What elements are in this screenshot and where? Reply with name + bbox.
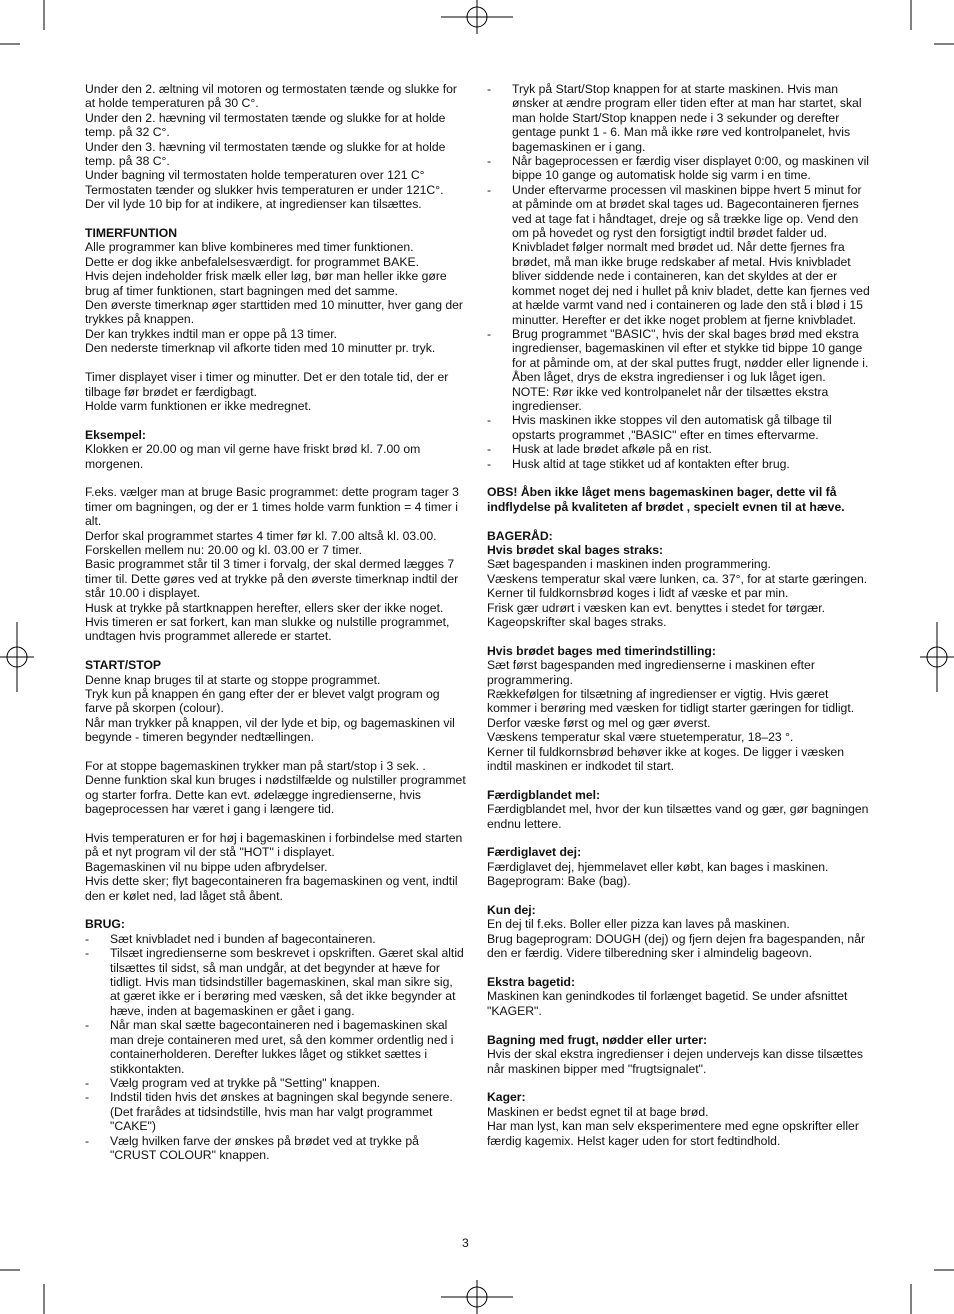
list-item: - Indstil tiden hvis det ønskes at bagningen skal begynde senere. (Det frarådes at tidsindstille, hvis man har valgt programmet "CAKE") <box>85 1090 466 1133</box>
section-heading-frugt: Bagning med frugt, nødder eller urter: <box>487 1032 708 1047</box>
start-stop-paragraph-3: Hvis temperaturen er for høj i bagemaskinen i forbindelse med starten på et nyt program vil der stå "HOT" i displayet. Bagemaskinen vil nu bippe uden afbrydelser. Hvis dette sker; flyt bagecontaineren fra bagemaskinen og vent, indtil den er kølet ned, lad låget stå åbent. <box>85 831 463 903</box>
section-heading-timer: Hvis brødet bages med timerindstilling: <box>487 643 716 658</box>
usage-list-continued <box>487 82 872 471</box>
list-item: - Vælg program ved at trykke på "Setting" knappen. <box>85 1076 466 1090</box>
note-text: NOTE: Rør ikke ved kontrolpanelet når der tilsættes ekstra ingredienser. <box>512 384 829 413</box>
section-paragraph-frugt: Hvis der skal ekstra ingredienser i dejen undervejs kan disse tilsættes når maskinen bipper med "frugtsignalet". <box>487 1047 863 1076</box>
example-heading: Eksempel: <box>85 427 146 442</box>
section-heading-mel: Færdigblandet mel: <box>487 787 601 802</box>
section-paragraph-timer: Sæt først bagespanden med ingredienserne i maskinen efter programmering. Rækkefølgen for tilsætning af ingredienser er vigtig. Hvis gæret kommer i berøring med væsken for tidligt starter gæringen for tidligt. Derfor væske først og mel og gær øverst. Væskens temperatur skal være stuetemperatur, 18–23 °. Kerner til fuldkornsbrød behøver ikke at koges. De ligger i væsken indtil maskinen er indkodet til start. <box>487 658 855 774</box>
section-paragraph-kun-dej: En dej til f.eks. Boller eller pizza kan laves på maskinen. Brug bageprogram: DOUGH (dej) og fjern dejen fra bagespanden, når den er færdig. Videre tilberedning sker i almindelig bageovn. <box>487 917 866 961</box>
left-column <box>85 82 466 1177</box>
list-item: - Husk at lade brødet afkøle på en rist. <box>487 442 872 456</box>
section-heading-bagetid: Ekstra bagetid: <box>487 975 576 990</box>
section-heading-dej: Færdiglavet dej: <box>487 845 582 860</box>
section-paragraph-mel: Færdigblandet mel, hvor der kun tilsættes vand og gær, gør bagningen endnu lettere. <box>487 802 869 831</box>
start-stop-paragraph-2: For at stoppe bagemaskinen trykker man på start/stop i 3 sek. . Denne funktion skal kun bruges i nødstilfælde og nulstiller programmet og starter forfra. Dette kan evt. ødelægge ingredienserne, hvis bageprocessen har været i gang i længere tid. <box>85 759 466 817</box>
right-column <box>487 82 872 1148</box>
section-paragraph-bagetid: Maskinen kan genindkodes til forlænget bagetid. Se under afsnittet "KAGER". <box>487 989 848 1018</box>
obs-warning: OBS! Åben ikke låget mens bagemaskinen bager, dette vil få indflydelse på kvaliteten af brødet , specielt evnen til at hæve. <box>487 485 845 514</box>
list-item: - Hvis maskinen ikke stoppes vil den automatisk gå tilbage til opstarts programmet ,"BASIC" efter en times eftervarme. <box>487 413 872 442</box>
list-item: - Tryk på Start/Stop knappen for at starte maskinen. Hvis man ønsker at ændre program eller tiden efter at man har startet, skal man holde Start/Stop knappen nede i 3 sekunder og derefter gentage punkt 1 - 6. Man må ikke røre ved kontrolpanelet, hvis bagemaskinen er i gang. <box>487 82 872 154</box>
section-heading-straks: Hvis brødet skal bages straks: <box>487 542 664 557</box>
list-item: - Sæt knivbladet ned i bunden af bagecontaineren. <box>85 932 466 946</box>
intro-paragraph: Under den 2. æltning vil motoren og termostaten tænde og slukke for at holde temperaturen på 30 C°. Under den 2. hævning vil termostaten tænde og slukke for at holde temp. på 32 C°. Under den 3. hævning vil termostaten tænde og slukke for at holde temp. på 38 C°. Under bagning vil termostaten holde temperaturen over 121 C° Termostaten tænder og slukker hvis temperaturen er under 121C°. Der vil lyde 10 bip for at indikere, at ingredienser kan tilsættes. <box>85 82 457 212</box>
timer-heading: TIMERFUNTION <box>85 226 178 241</box>
section-paragraph-kager: Maskinen er bedst egnet til at bage brød. Har man lyst, kan man selv eksperimentere med egne opskrifter eller færdig kagemix. Helst kager uden for stort fedtindhold. <box>487 1104 859 1148</box>
list-item: - Husk altid at tage stikket ud af kontakten efter brug. <box>487 457 872 471</box>
section-paragraph-straks: Sæt bagespanden i maskinen inden programmering. Væskens temperatur skal være lunken, ca. 37°, for at starte gæringen. Kerner til fuldkornsbrød koges i lidt af væske et par min. Frisk gær udrørt i væsken kan evt. benyttes i stedet for tørgær. Kageopskrifter skal bages straks. <box>487 557 868 629</box>
example-paragraph-1: Klokken er 20.00 og man vil gerne have friskt brød kl. 7.00 om morgenen. <box>85 442 421 471</box>
list-item: - Når man skal sætte bagecontaineren ned i bagemaskinen skal man dreje containeren med uret, så den kommer ordentlig ned i containerholderen. Derefter lukkes låget og stikket sættes i stikkontakten. <box>85 1018 466 1076</box>
timer-paragraph-2: Timer displayet viser i timer og minutter. Det er den totale tid, der er tilbage før brødet er færdigbagt. Holde varm funktionen er ikke medregnet. <box>85 370 449 413</box>
list-item: - Når bageprocessen er færdig viser displayet 0:00, og maskinen vil bippe 10 gange og automatisk holde sig varm i en time. <box>487 154 872 183</box>
brug-heading: BRUG: <box>85 917 125 932</box>
start-stop-paragraph-1: Denne knap bruges til at starte og stoppe programmet. Tryk kun på knappen én gang efter der er blevet valgt program og farve på skorpen (colour). Når man trykker på knappen, vil der lyde et bip, og bagemaskinen vil begynde - timeren begynder nedtællingen. <box>85 672 455 745</box>
section-heading-kun-dej: Kun dej: <box>487 903 536 918</box>
section-paragraph-dej: Færdiglavet dej, hjemmelavet eller købt, kan bages i maskinen. Bageprogram: Bake (bag). <box>487 859 829 889</box>
page-number: 3 <box>462 1236 469 1250</box>
timer-paragraph-1: Alle programmer kan blive kombineres med timer funktionen. Dette er dog ikke anbefalelsesværdigt. for programmet BAKE. Hvis dejen indeholder frisk mælk eller løg, bør man heller ikke gøre brug af timer funktionen, start bagningen med det samme. Den øverste timerknap øger starttiden med 10 minutter, hver gang der trykkes på knappen. Der kan trykkes indtil man er oppe på 13 timer. Den nederste timerknap vil afkorte tiden med 10 minutter pr. tryk. <box>85 240 463 356</box>
start-stop-heading: START/STOP <box>85 658 162 673</box>
list-item: - Tilsæt ingredienserne som beskrevet i opskriften. Gæret skal altid tilsættes til sidst, så man undgår, at det begynder at hæve for tidligt. Hvis man tidsindstiller bagemaskinen, skal man sikre sig, at gæret ikke er i berøring med væsken, så det ikke begynder at hæve, inden at bagemaskinen er gået i gang. <box>85 946 466 1018</box>
list-item: - Vælg hvilken farve der ønskes på brødet ved at trykke på "CRUST COLOUR" knappen. <box>85 1134 466 1163</box>
example-paragraph-2: F.eks. vælger man at bruge Basic programmet: dette program tager 3 timer om bagningen, og der er 1 times holde varm funktion = 4 timer i alt. Derfor skal programmet startes 4 timer før kl. 7.00 altså kl. 03.00. Forskellen mellem nu: 20.00 og kl. 03.00 er 7 timer. Basic programmet står til 3 timer i forvalg, der skal dermed lægges 7 timer til. Dette gøres ved at trykke på den øverste timerknap indtil der står 10.00 i displayet. Husk at trykke på startknappen herefter, ellers sker der ikke noget. Hvis timeren er sat forkert, kan man slukke og nulstille programmet, undtagen hvis programmet allerede er startet. <box>85 485 459 644</box>
list-item: - Brug programmet "BASIC", hvis der skal bages brød med ekstra ingredienser, bagemaskinen vil efter et stykke tid bippe 10 gange for at påminde om, at der skal puttes frugt, nødder eller lignende i. Åben låget, drys de ekstra ingredienser i og luk låget igen. NOTE: Rør ikke ved kontrolpanelet når der tilsættes ekstra ingredienser. <box>487 327 872 413</box>
list-item: - Under eftervarme processen vil maskinen bippe hvert 5 minut for at påminde om at brødet skal tages ud. Bagecontaineren fjernes ved at tage fat i håndtaget, dreje og så trække lige op. Vend den om på hovedet og ryst den forsigtigt indtil brødet falder ud. Knivbladet følger normalt med brødet ud. Når dette fjernes fra brødet, må man ikke bruge redskaber af metal. Hvis knivbladet bliver siddende nede i containeren, kan det skyldes at der er kommet noget dej ned i hullet på kniv bladet, dette kan fjernes ved at hælde varmt vand ned i containeren og lade den stå i blød i 15 minutter. Herefter er det ikke noget problem at fjerne knivbladet. <box>487 183 872 327</box>
brug-list <box>85 932 466 1163</box>
section-heading-kager: Kager: <box>487 1090 526 1105</box>
bageraad-heading: BAGERÅD: <box>487 528 553 543</box>
